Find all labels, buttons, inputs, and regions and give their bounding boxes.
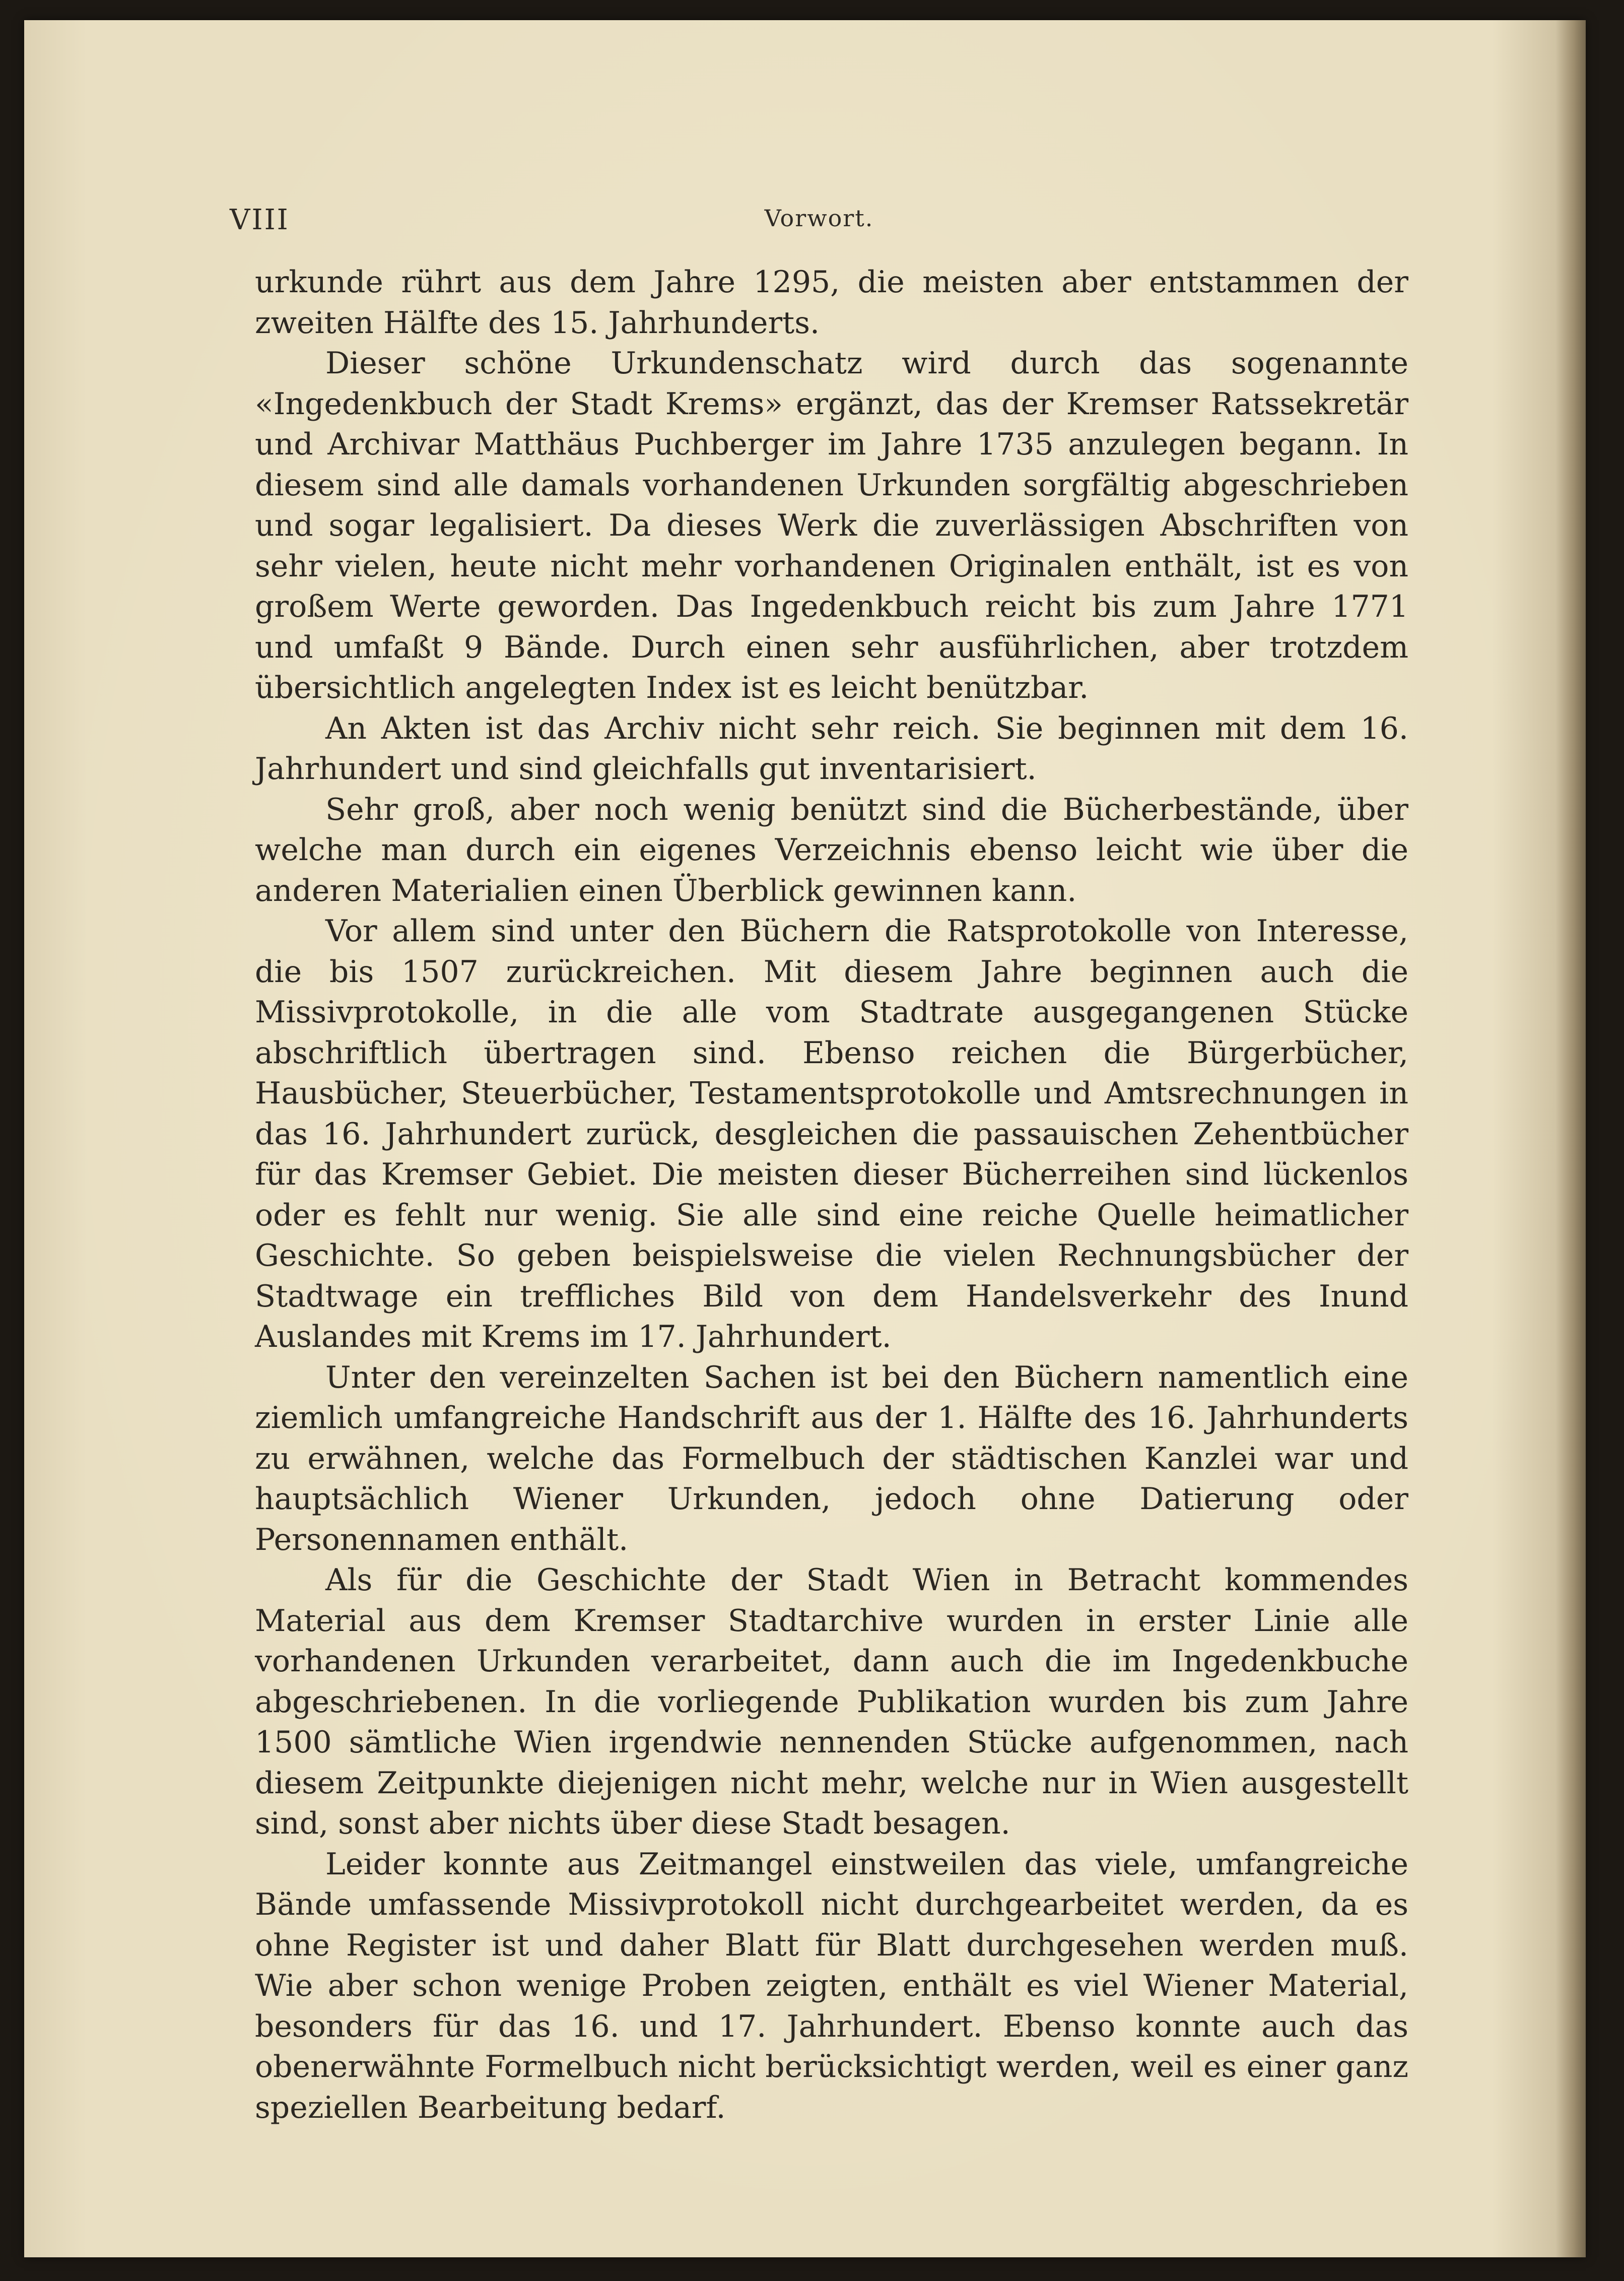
body-text bbox=[255, 262, 1408, 2128]
paragraph-5: Vor allem sind unter den Büchern die Ratsprotokolle von Interesse, die bis 1507 zurückreichen. Mit diesem Jahre beginnen auch die Missivprotokolle, in die alle vom Stadtrate ausgegangenen Stücke abschriftlich übertragen sind. Ebenso reichen die Bürgerbücher, Hausbücher, Steuerbücher, Testamentsprotokolle und Amtsrechnungen in das 16. Jahrhundert zurück, desgleichen die passauischen Zehentbücher für das Kremser Gebiet. Die meisten dieser Bücherreihen sind lückenlos oder es fehlt nur wenig. Sie alle sind eine reiche Quelle heimatlicher Geschichte. So geben beispielsweise die vielen Rechnungsbücher der Stadtwage ein treffliches Bild von dem Handelsverkehr des Inund Auslandes mit Krems im 17. Jahrhundert. bbox=[255, 914, 1408, 1354]
paragraph-2: Dieser schöne Urkundenschatz wird durch das sogenannte «Ingedenkbuch der Stadt Krems» ergänzt, das der Kremser Ratssekretär und Archivar Matthäus Puchberger im Jahre 1735 anzulegen begann. In diesem sind alle damals vorhandenen Urkunden sorgfältig abgeschrieben und sogar legalisiert. Da dieses Werk die zuverlässigen Abschriften von sehr vielen, heute nicht mehr vorhandenen Originalen enthält, ist es von großem Werte geworden. Das Ingedenkbuch reicht bis zum Jahre 1771 und umfaßt 9 Bände. Durch einen sehr ausführlichen, aber trotzdem übersichtlich angelegten Index ist es leicht benützbar. bbox=[255, 346, 1408, 705]
page-gutter-shadow bbox=[1555, 20, 1586, 2257]
paragraph-4: Sehr groß, aber noch wenig benützt sind die Bücherbestände, über welche man durch ein eigenes Verzeichnis ebenso leicht wie über die anderen Materialien einen Überblick gewinnen kann. bbox=[255, 792, 1408, 908]
running-head bbox=[230, 186, 1408, 237]
page-number: VIII bbox=[230, 204, 290, 236]
paragraph-6: Unter den vereinzelten Sachen ist bei den Büchern namentlich eine ziemlich umfangreiche Handschrift aus der 1. Hälfte des 16. Jahrhunderts zu erwähnen, welche das Formelbuch der städtischen Kanzlei war und hauptsächlich Wiener Urkunden, jedoch ohne Datierung oder Personennamen enthält. bbox=[255, 1359, 1408, 1557]
section-title: Vorwort. bbox=[764, 205, 874, 232]
paragraph-8: Leider konnte aus Zeitmangel einstweilen das viele, umfangreiche Bände umfassende Missivprotokoll nicht durchgearbeitet werden, da es ohne Register ist und daher Blatt für Blatt durchgesehen werden muß. Wie aber schon wenige Proben zeigten, enthält es viel Wiener Material, besonders für das 16. und 17. Jahrhundert. Ebenso konnte auch das obenerwähnte Formelbuch nicht berücksichtigt werden, weil es einer ganz speziellen Bearbeitung bedarf. bbox=[255, 1846, 1408, 2125]
paragraph-7: Als für die Geschichte der Stadt Wien in Betracht kommendes Material aus dem Kremser Stadtarchive wurden in erster Linie alle vorhandenen Urkunden verarbeitet, dann auch die im Ingedenkbuche abgeschriebenen. In die vorliegende Publikation wurden bis zum Jahre 1500 sämtliche Wien irgendwie nennenden Stücke aufgenommen, nach diesem Zeitpunkte diejenigen nicht mehr, welche nur in Wien ausgestellt sind, sonst aber nichts über diese Stadt besagen. bbox=[255, 1562, 1408, 1841]
paragraph-3: An Akten ist das Archiv nicht sehr reich. Sie beginnen mit dem 16. Jahrhundert und sind gleichfalls gut inventarisiert. bbox=[255, 710, 1408, 787]
paragraph-1: urkunde rührt aus dem Jahre 1295, die meisten aber entstammen der zweiten Hälfte des 15. Jahrhunderts. bbox=[255, 265, 1408, 341]
